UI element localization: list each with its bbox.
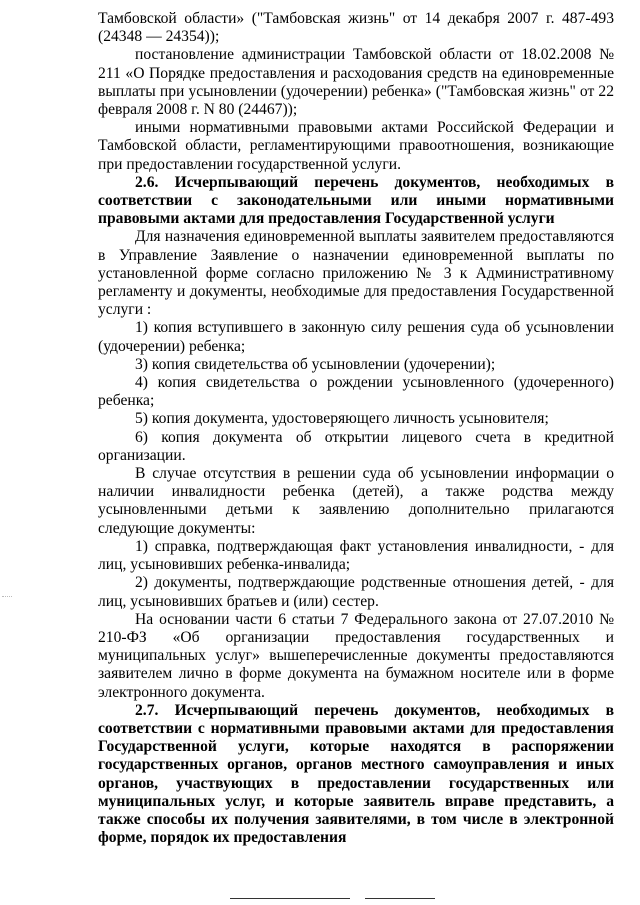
list-item-adoption-certificate: 3) копия свидетельства об усыновлении (удочерении); (135, 355, 496, 373)
paragraph-federal-law-210: На основании части 6 статьи 7 Федерального закона от 27.07.2010 № 210-ФЗ «Об организации предоставления государственных и муниципальных услуг» вышеперечисленные документы предоставляются заявителем лично в форме документа на бумажном носителе или в форме электронного документа. (98, 610, 614, 701)
list-item-identity-document: 5) копия документа, удостоверяющего личность усыновителя; (135, 410, 549, 428)
section-heading-2-7: 2.7. Исчерпывающий перечень документов, необходимых в соответствии с нормативными правовыми актами для предоставления Государственной услуги, которые находятся в распоряжении государственных органов, органов местного самоуправления и иных органов, участвующих в предоставлении государственных или муниципальных услуг, и которые заявитель вправе представить, а также способы их получения заявителями, в том числе в электронной форме, порядок их предоставления (98, 701, 614, 847)
section-heading-2-6: 2.6. Исчерпывающий перечень документов, необходимых в соответствии с законодательными или иными нормативными правовыми актами для предоставления Государственной услуги (98, 173, 614, 228)
list-item-birth-certificate: 4) копия свидетельства о рождении усыновленного (удочеренного) ребенка; (98, 374, 614, 410)
list-item-disability-certificate: 1) справка, подтверждающая факт установления инвалидности, - для лиц, усыновивших ребенка-инвалида; (98, 537, 614, 574)
paragraph-ref-other-acts: иными нормативными правовыми актами Российской Федерации и Тамбовской области, регламентирующими правоотношения, возникающие при предоставлении государственной услуги. (98, 119, 614, 173)
list-item-kinship-documents: 2) документы, подтверждающие родственные отношения детей, - для лиц, усыновивших братьев и (или) сестер. (98, 574, 614, 610)
scan-artifact-line (365, 898, 435, 899)
paragraph-ref-law-continuation: Тамбовской области» ("Тамбовская жизнь" от 14 декабря 2007 г. 487-493 (24348 — 24354)); (98, 10, 614, 46)
list-item-court-decision: 1) копия вступившего в законную силу решения суда об усыновлении (удочерении) ребенка; (98, 319, 614, 355)
paragraph-ref-resolution-211: постановление администрации Тамбовской области от 18.02.2008 № 211 «О Порядке предоставления и расходования средств на единовременные выплаты при усыновлении (удочерении) ребенка» ("Тамбовская жизнь" от 22 февраля 2008 г. N 80 (24467)); (98, 46, 614, 119)
scan-artifact-dots (2, 596, 12, 598)
paragraph-additional-documents: В случае отсутствия в решении суда об усыновлении информации о наличии инвалидности ребенка (детей), а также родства между усыновленными детьми к заявлению дополнительно прилагаются следующие документы: (98, 465, 614, 537)
scan-artifact-line (230, 898, 350, 899)
paragraph-application-intro: Для назначения единовременной выплаты заявителем предоставляются в Управление Заявление о назначении единовременной выплаты по установленной форме согласно приложению № 3 к Административному регламенту и документы, необходимые для предоставления Государственной услуги : (98, 228, 614, 319)
document-page (98, 10, 614, 847)
list-item-bank-account: 6) копия документа об открытии лицевого счета в кредитной организации. (98, 428, 614, 464)
